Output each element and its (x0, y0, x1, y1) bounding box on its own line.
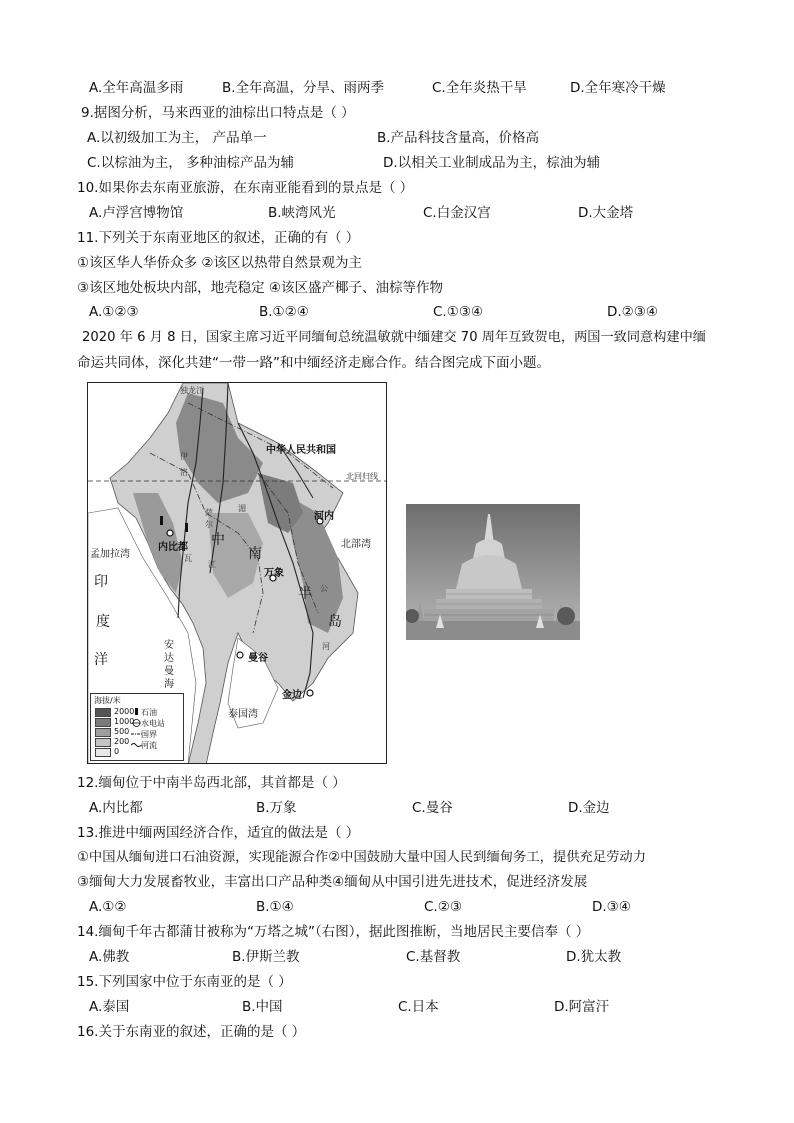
oil-symbol-2 (185, 523, 188, 532)
q12-option-b: B.万象 (256, 800, 297, 816)
q10-option-c: C.白金汉宫 (423, 205, 491, 221)
q12-option-d: D.金边 (568, 800, 610, 816)
label-jiang: 江 (208, 560, 216, 569)
naypyidaw-dot (167, 530, 173, 536)
passage-line-1: 2020 年 6 月 8 日，国家主席习近平同缅甸总统温敏就中缅建交 70 周年互致贺电，两国一致同意构建中缅 (82, 330, 706, 345)
q11-stem: 11.下列关于东南亚地区的叙述，正确的有（ ） (77, 230, 360, 246)
q13-stem: 13.推进中缅两国经济合作，适宜的做法是（ ） (77, 825, 360, 841)
legend-elev-200: 200 (114, 737, 130, 746)
label-gong: 公 (320, 584, 328, 593)
q14-stem: 14.缅甸千年古都蒲甘被称为“万塔之城”（右图），据此图推断，当地居民主要信奉（ ） (77, 924, 590, 940)
q11-option-d: D.②③④ (607, 304, 658, 320)
label-andaman: 安达曼海 (164, 640, 174, 690)
q9-stem: 9.据图分析，马来西亚的油棕出口特点是（ ） (81, 105, 355, 121)
phnompenh-dot (307, 690, 313, 696)
legend-title: 海拔/米 (94, 696, 121, 705)
q11-statements-1: ①该区华人华侨众多 ②该区以热带自然景观为主 (77, 255, 362, 271)
legend-elev-1000: 1000 (114, 717, 135, 726)
label-beibu: 北部湾 (341, 539, 371, 550)
q13-option-a: A.①② (89, 899, 127, 915)
q12-option-a: A.内比都 (89, 800, 143, 816)
q14-option-a: A.佛教 (89, 949, 130, 965)
q13-option-c: C.②③ (424, 899, 462, 915)
legend-swatch-500 (95, 728, 111, 737)
legend-border: 国界 (141, 730, 157, 739)
pagoda-illustration (406, 504, 580, 640)
pagoda-photo (406, 504, 580, 640)
label-dulong: 独龙江 (180, 386, 204, 395)
indochina-relief-map (87, 382, 387, 764)
label-phnompenh: 金边 (282, 690, 302, 701)
q8-option-c: C.全年炎热干旱 (432, 80, 527, 96)
label-bangkok: 曼谷 (248, 653, 268, 664)
legend-hydropower: 水电站 (141, 719, 165, 728)
label-mei: 湄 (238, 504, 246, 513)
legend-oil: 石油 (141, 708, 157, 717)
label-naypyidaw: 内比都 (158, 542, 188, 553)
q8-option-b: B.全年高温，分旱、雨两季 (222, 80, 385, 96)
legend-river: 河流 (141, 741, 157, 750)
q9-option-d: D.以相关工业制成品为主，棕油为辅 (383, 155, 601, 171)
oil-symbol-1 (160, 516, 163, 525)
q15-option-a: A.泰国 (89, 999, 130, 1015)
q14-option-d: D.犹太教 (566, 949, 622, 965)
passage-line-2: 命运共同体，深化共建“一带一路”和中缅经济走廊合作。结合图完成下面小题。 (77, 355, 550, 371)
legend-swatch-2000 (95, 708, 111, 717)
q13-option-d: D.③④ (592, 899, 631, 915)
label-yin: 印 (94, 574, 108, 590)
q14-option-b: B.伊斯兰教 (232, 949, 300, 965)
oil-legend-icon (135, 708, 138, 715)
label-luo: 洛 (180, 468, 188, 477)
bangkok-dot (237, 652, 243, 658)
q13-statements-2: ③缅甸大力发展畜牧业，丰富出口产品种类④缅甸从中国引进先进技术，促进经济发展 (77, 874, 588, 890)
label-sa: 萨 (205, 508, 213, 517)
q12-stem: 12.缅甸位于中南半岛西北部，其首都是（ ） (77, 775, 346, 791)
q11-option-c: C.①③④ (433, 304, 484, 320)
label-vientiane: 万象 (264, 568, 284, 579)
label-gulf-thailand: 泰国湾 (228, 709, 258, 720)
q13-option-b: B.①④ (256, 899, 294, 915)
q9-option-b: B.产品科技含量高，价格高 (377, 130, 540, 146)
label-tropic: 北回归线 (346, 472, 378, 481)
legend-elev-0: 0 (114, 747, 120, 756)
q9-option-c: C.以棕油为主， 多种油棕产品为辅 (87, 155, 295, 171)
q10-option-a: A.卢浮宫博物馆 (89, 205, 184, 221)
q10-stem: 10.如果你去东南亚旅游，在东南亚能看到的景点是（ ） (77, 180, 414, 196)
q15-option-d: D.阿富汗 (554, 999, 610, 1015)
label-nan: 南 (248, 546, 262, 562)
q15-option-c: C.日本 (398, 999, 439, 1015)
label-yi: 伊 (180, 452, 188, 461)
label-yang: 洋 (94, 652, 108, 668)
legend-swatch-200 (95, 738, 111, 747)
q15-option-b: B.中国 (242, 999, 283, 1015)
label-er: 尔 (205, 520, 213, 529)
legend-elev-500: 500 (114, 727, 130, 736)
q10-option-d: D.大金塔 (578, 205, 634, 221)
label-dao: 岛 (328, 614, 342, 630)
q11-option-b: B.①②④ (259, 304, 309, 320)
q8-option-a: A.全年高温多雨 (89, 80, 184, 96)
q11-statements-2: ③该区地处板块内部，地壳稳定 ④该区盛产椰子、油棕等作物 (77, 280, 443, 296)
q12-option-c: C.曼谷 (412, 800, 453, 816)
q16-stem: 16.关于东南亚的叙述，正确的是（ ） (77, 1024, 306, 1040)
q11-option-a: A.①②③ (89, 304, 139, 320)
q8-option-d: D.全年寒冷干燥 (570, 80, 666, 96)
label-wa: 瓦 (184, 554, 192, 563)
map-legend (90, 693, 184, 761)
q9-option-a: A.以初级加工为主， 产品单一 (87, 130, 267, 146)
label-du: 度 (96, 614, 110, 630)
label-ban: 半 (298, 586, 312, 602)
label-hanoi: 河内 (314, 511, 334, 522)
label-china: 中华人民共和国 (266, 445, 336, 456)
label-he: 河 (322, 642, 330, 651)
legend-elev-2000: 2000 (114, 707, 135, 716)
legend-swatch-1000 (95, 718, 111, 727)
q14-option-c: C.基督教 (406, 949, 461, 965)
label-bengal: 孟加拉湾 (90, 549, 130, 560)
q13-statements-1: ①中国从缅甸进口石油资源，实现能源合作②中国鼓励大量中国人民到缅甸务工，提供充足劳动力 (77, 850, 647, 865)
legend-swatch-0 (95, 748, 111, 757)
q10-option-b: B.峡湾风光 (268, 205, 336, 221)
q15-stem: 15.下列国家中位于东南亚的是（ ） (77, 974, 292, 990)
label-zhong: 中 (211, 532, 225, 548)
